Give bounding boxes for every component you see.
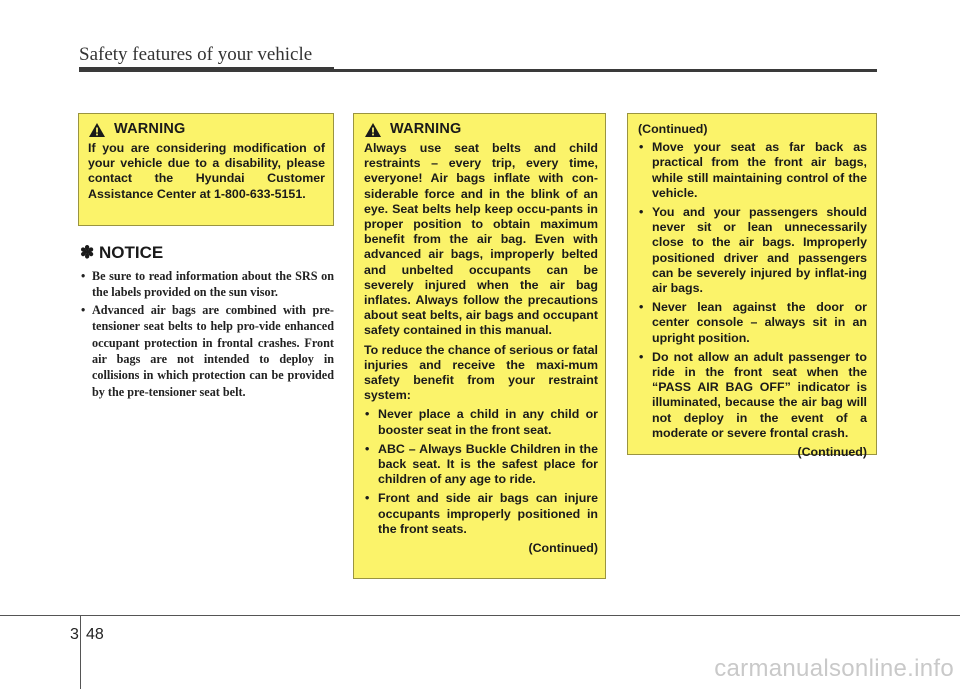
warning-heading: WARNING — [114, 121, 186, 138]
warning-box-header — [88, 122, 325, 138]
notice-heading: ✽ NOTICE — [80, 243, 164, 262]
warning-bullet: • Never lean against the door or center console – always sit in an upright position. — [638, 300, 867, 346]
continued-label: (Continued) — [528, 541, 598, 556]
notice-item: • Be sure to read information about the SRS on the labels provided on the sun visor. — [80, 268, 334, 301]
footer-rule — [0, 615, 960, 616]
warning-triangle-icon — [364, 122, 382, 138]
warning-heading: WARNING — [390, 121, 462, 138]
notice-item: • Advanced air bags are combined with pre-tensioner seat belts to help pro-vide enhanced occupant protection in frontal crashes. Front air bags are not intended to deploy in collisions in which protection can be provided by the pre-tensioner seat belt. — [80, 302, 334, 400]
page-header-title: Safety features of your vehicle — [79, 44, 313, 65]
continued-label: (Continued) — [797, 445, 867, 460]
warning-text: If you are considering modification of your vehicle due to a disability, please contact the Hyundai Customer Assistance Center at 1-800-633-5151. — [88, 141, 325, 201]
warning-bullet: • You and your passengers should never sit or lean unnecessarily close to the air bags. Improperly positioned driver and passengers can be severely injured by inflat-ing air bags. — [638, 205, 867, 296]
watermark: carmanualsonline.info — [714, 655, 954, 682]
warning-box-seat-belts — [353, 113, 606, 579]
warning-bullet: • Front and side air bags can injure occupants improperly positioned in the front seats. — [364, 491, 598, 537]
warning-bullet: • ABC – Always Buckle Children in the back seat. It is the safest place for children of any age to ride. — [364, 442, 598, 488]
warning-bullet: • Move your seat as far back as practical from the front air bags, while still maintaining control of the vehicle. — [638, 140, 867, 201]
header-rule — [79, 69, 877, 72]
warning-bullet: • Do not allow an adult passenger to ride in the front seat when the “PASS AIR BAG OFF” indicator is illuminated, because the air bag will not deploy in the event of a moderate or severe frontal crash. — [638, 350, 867, 441]
notice-list — [80, 268, 334, 401]
chapter-number: 3 — [70, 626, 79, 643]
page-number: 48 — [86, 626, 104, 643]
warning-paragraph: Always use seat belts and child restraints – every trip, every time, everyone! Air bags inflate with con-siderable force and in the blink of an eye. Seat belts help keep occu-pants in proper position to obtain maximum benefit from the air bag. Even with advanced air bags, improperly belted and unbelted occupants can be severely injured when the air bag inflates. Always follow the precautions about seat belts, air bags and occupant safety contained in this manual. — [364, 141, 598, 338]
continued-label-top: (Continued) — [638, 122, 708, 136]
warning-bullet-list — [638, 140, 867, 441]
footer-divider — [80, 615, 81, 689]
warning-bullet: • Never place a child in any child or booster seat in the front seat. — [364, 407, 598, 437]
warning-bullet-list — [364, 407, 598, 537]
warning-box-header — [364, 122, 598, 138]
warning-box-disability — [78, 113, 334, 226]
warning-triangle-icon — [88, 122, 106, 138]
warning-paragraph: To reduce the chance of serious or fatal injuries and receive the maxi-mum safety benefit from your restraint system: — [364, 342, 598, 403]
warning-box-continued — [627, 113, 877, 460]
